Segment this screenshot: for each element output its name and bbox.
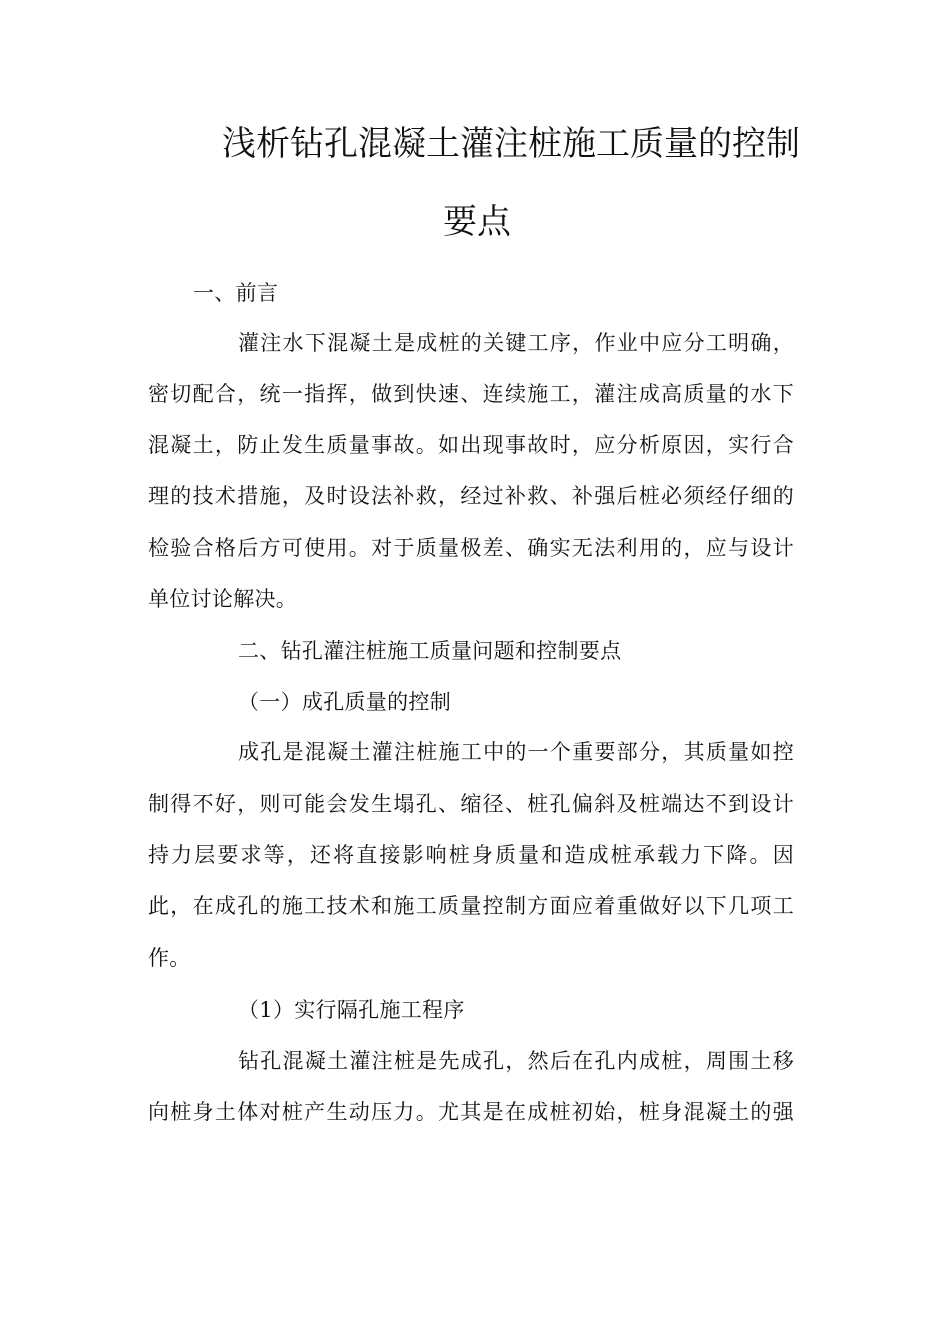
subsection-heading-hole-quality: （一）成孔质量的控制 — [238, 690, 451, 714]
paragraph-line: 持力层要求等，还将直接影响桩身质量和造成桩承载力下降。因 — [148, 843, 794, 867]
paragraph-line: 此，在成孔的施工技术和施工质量控制方面应着重做好以下几项工 — [148, 894, 794, 918]
paragraph-line: 混凝土，防止发生质量事故。如出现事故时，应分析原因，实行合 — [148, 433, 794, 457]
section-heading-quality-control: 二、钻孔灌注桩施工质量问题和控制要点 — [238, 639, 622, 663]
document-title-line-1: 浅析钻孔混凝土灌注桩施工质量的控制 — [222, 124, 800, 164]
paragraph-line: 密切配合，统一指挥，做到快速、连续施工，灌注成高质量的水下 — [148, 382, 794, 406]
paragraph-line: 作。 — [148, 946, 191, 970]
paragraph-line: 向桩身土体对桩产生动压力。尤其是在成桩初始，桩身混凝土的强 — [148, 1100, 794, 1124]
paragraph-line: 灌注水下混凝土是成桩的关键工序，作业中应分工明确， — [238, 331, 794, 355]
paragraph-line: 成孔是混凝土灌注桩施工中的一个重要部分，其质量如控 — [238, 740, 794, 764]
document-title-line-2: 要点 — [443, 202, 511, 242]
paragraph-line: 钻孔混凝土灌注桩是先成孔，然后在孔内成桩，周围土移 — [238, 1049, 794, 1073]
paragraph-line: 制得不好，则可能会发生塌孔、缩径、桩孔偏斜及桩端达不到设计 — [148, 792, 794, 816]
paragraph-line: 检验合格后方可使用。对于质量极差、确实无法利用的，应与设计 — [148, 536, 794, 560]
paragraph-line: 理的技术措施，及时设法补救，经过补救、补强后桩必须经仔细的 — [148, 484, 794, 508]
paragraph-line: 单位讨论解决。 — [148, 587, 298, 611]
section-heading-preface: 一、前言 — [193, 281, 279, 305]
item-heading-staggered-drilling: （1）实行隔孔施工程序 — [238, 998, 465, 1022]
